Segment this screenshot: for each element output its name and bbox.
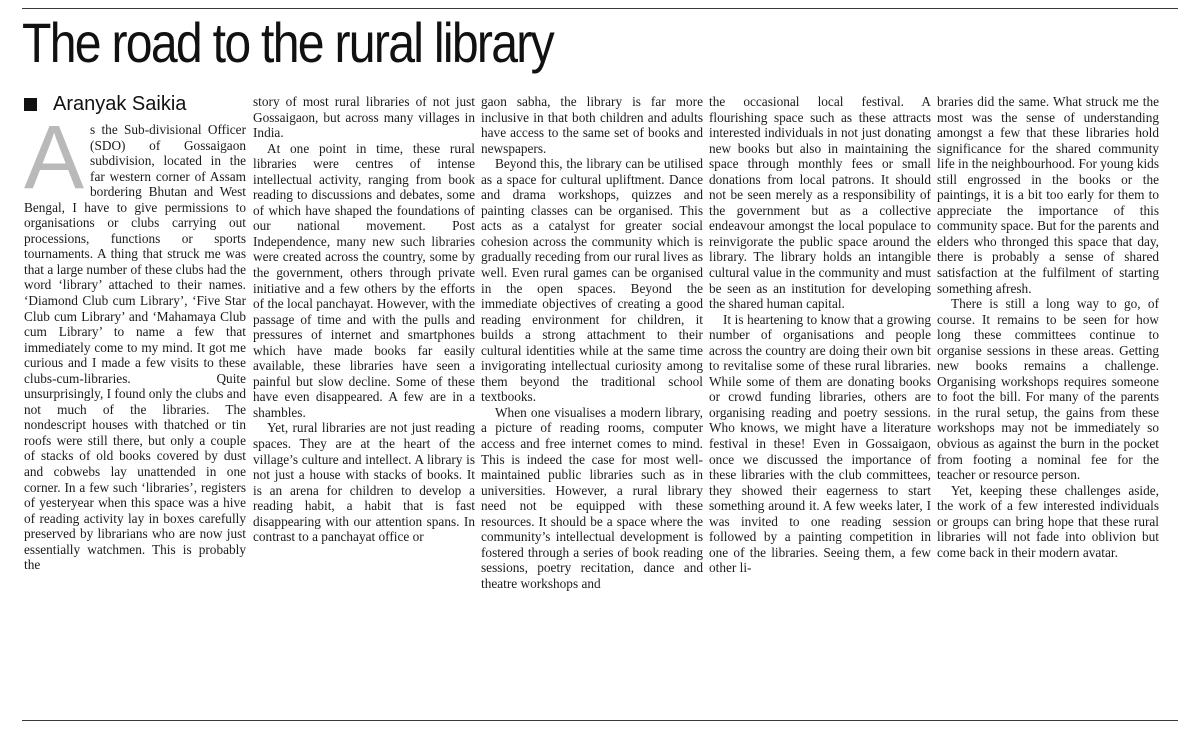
paragraph: the occasional local festival. A flourishing space such as these attracts interested individuals in not just donating new books but also in maintaining the space through monthly fees or small donations from local patrons. It should not be seen merely as a responsibility of the government but as a collective endeavour amongst the local populace to reinvigorate the public space around the library. The library holds an intangible cultural value in the community and must be seen as an institution for developing the shared human capital. — [709, 94, 931, 312]
paragraph: There is still a long way to go, of course. It remains to be seen for how long these committees continue to organise sessions in these areas. Getting new books remains a challenge. Organising workshops requires someone to foot the bill. For many of the parents in the rural setup, the gains from these workshops may not be immediately so obvious as against the burn in the pocket from footing a nominal fee for the teacher or resource person. — [937, 296, 1159, 483]
author-name: Aranyak Saikia — [53, 92, 187, 115]
column-2 — [253, 94, 475, 716]
paragraph: At one point in time, these rural libraries were centres of intense intellectual activity, ranging from book reading to discussions and debates, some of which have shaped the foundations of our national movement. Post Independence, many new such libraries were created across the country, some by the government, others through private initiative and a few others by the efforts of the local panchayat. However, with the passage of time and with the pulls and pressures of internet and smartphones which have made books far easily available, these libraries have seen a painful but slow decline. Some of these have even disappeared. A few are in a shambles. — [253, 140, 475, 420]
paragraph: gaon sabha, the library is far more inclusive in that both children and adults have access to the same set of books and newspapers. — [481, 94, 703, 156]
byline — [24, 91, 274, 117]
paragraph: Yet, keeping these challenges aside, the work of a few interested individuals or groups can bring hope that these rural libraries will not fade into oblivion but come back in their modern avatar. — [937, 482, 1159, 560]
paragraph: When one visualises a modern library, a picture of reading rooms, computer access and free internet comes to mind. This is indeed the case for most well-maintained public libraries such as in universities. However, a rural library need not be equipped with these resources. It should be a space where the community’s intellectual development is fostered through a series of book reading sessions, poetry recitation, dance and theatre workshops and — [481, 404, 703, 591]
column-1 — [24, 122, 246, 716]
column-5 — [937, 94, 1159, 716]
article-headline: The road to the rural library — [22, 11, 553, 74]
drop-cap: A — [24, 122, 85, 208]
byline-square-bullet-icon — [24, 98, 37, 111]
paragraph: As the Sub-divisional Officer (SDO) of Gossaigaon subdivision, located in the far western corner of Assam bordering Bhutan and West Bengal, I have to give permissions to organisations or clubs carrying out processions, functions or sports tournaments. A thing that struck me was that a large number of these clubs had the word ‘library’ attached to their names. ‘Diamond Club cum Library’, ‘Five Star Club cum Library’ and ‘Mahamaya Club cum Library’ to name a few that immediately come to my mind. It got me curious and I made a few visits to these clubs-cum-libraries. Quite unsurprisingly, I found only the clubs and not much of the libraries. The nondescript houses with thatched or tin roofs were still there, but only a couple of stacks of old books covered by dust and cobwebs lay unattended in one corner. In a few such ‘libraries’, registers of yesteryear when this space was a hive of reading activity lay in boxes carefully preserved by librarians who are now just essentially watchmen. This is probably the — [24, 122, 246, 573]
paragraph: Beyond this, the library can be utilised as a space for cultural upliftment. Dance and drama workshops, quizzes and painting classes can be organised. This acts as a catalyst for greater social cohesion across the community which is gradually receding from our rural lives as well. Even rural games can be organised in the open spaces. Beyond the immediate objectives of creating a good reading environment for children, it builds a strong attachment to their cultural identities while at the same time invigorating intellectual curiosity among them beyond the traditional school textbooks. — [481, 156, 703, 405]
paragraph: It is heartening to know that a growing number of organisations and people across the country are doing their own bit to revitalise some of these rural libraries. While some of them are donating books or crowd funding libraries, others are organising reading and poetry sessions. Who knows, we might have a literature festival in these! Even in Gossaigaon, once we discussed the importance of these libraries with the club committees, they showed their eagerness to start something around it. A few weeks later, I was invited to one reading session followed by a painting competition in one of the libraries. Seeing them, a few other li- — [709, 311, 931, 576]
paragraph: story of most rural libraries of not just Gossaigaon, but across many villages in India. — [253, 94, 475, 141]
bottom-rule — [22, 720, 1178, 721]
paragraph: braries did the same. What struck me the most was the sense of understanding amongst a few that these libraries hold significance for the shared community life in the neighbourhood. For young kids still engrossed in the books or the paintings, it is a bit too early for them to appreciate the importance of this community space. But for the parents and elders who thronged this space that day, there is probably a sense of shared satisfaction at the fulfilment of starting something afresh. — [937, 94, 1159, 296]
column-3 — [481, 94, 703, 716]
paragraph: Yet, rural libraries are not just reading spaces. They are at the heart of the village’s culture and intellect. A library is not just a house with stacks of books. It is an arena for children to develop a reading habit, a habit that is fast disappearing with our attention spans. In contrast to a panchayat office or — [253, 420, 475, 545]
column-4 — [709, 94, 931, 716]
top-rule — [22, 8, 1178, 9]
